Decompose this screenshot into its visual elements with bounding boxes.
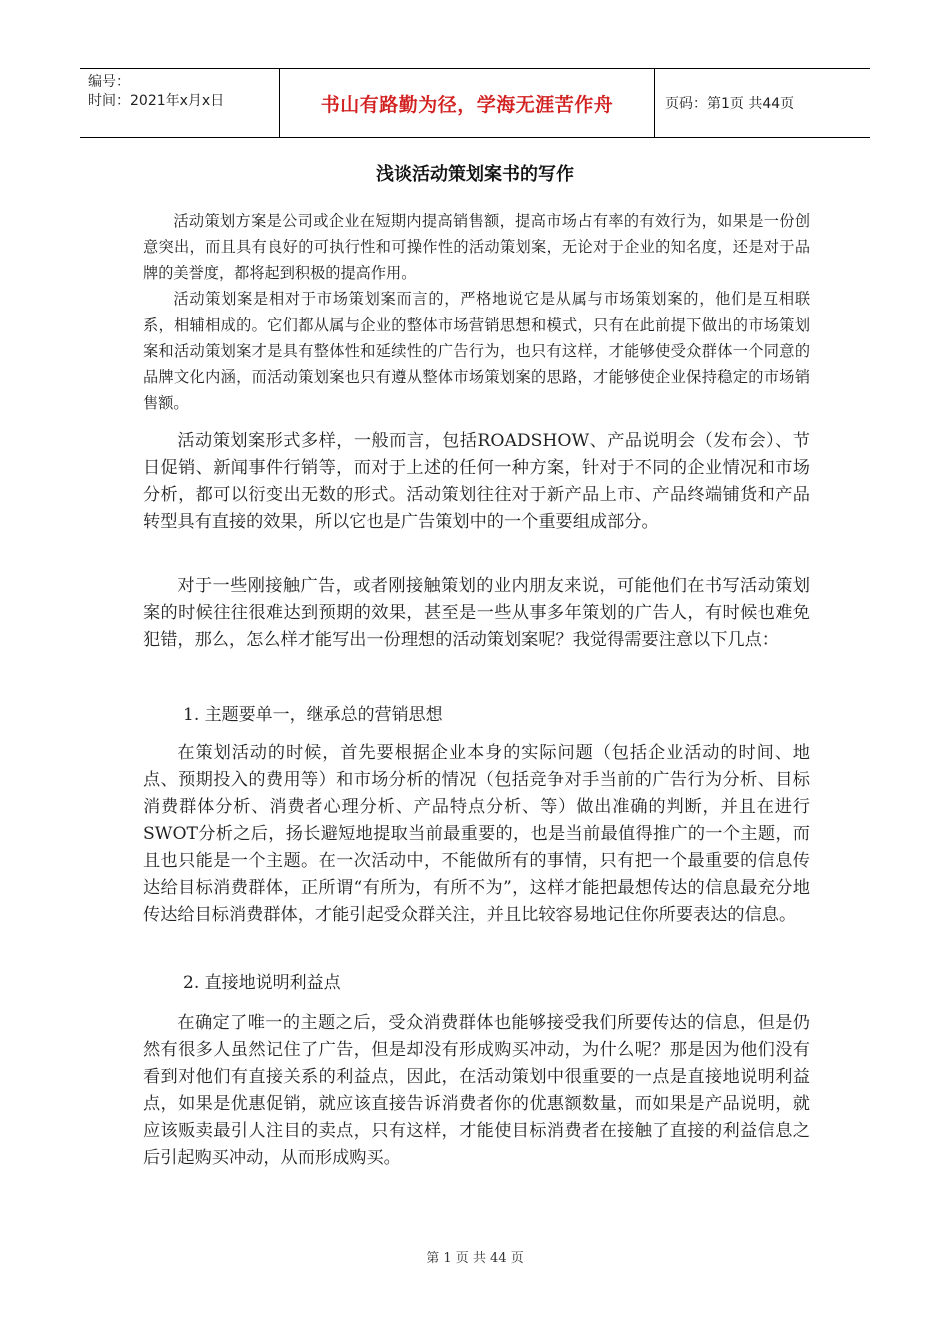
page-header	[80, 68, 870, 138]
paragraph: 对于一些刚接触广告，或者刚接触策划的业内朋友来说，可能他们在书写活动策划案的时候往往很难达到预期的效果，甚至是一些从事多年策划的广告人，有时候也难免犯错，那么，怎么样才能写出一份理想的活动策划案呢？我觉得需要注意以下几点：	[143, 576, 810, 650]
date-label: 时间：2021年x月x日	[88, 93, 225, 109]
motto: 书山有路勤为径，学海无涯苦作舟	[320, 93, 614, 116]
document-title: 浅谈活动策划案书的写作	[376, 164, 574, 185]
paragraph: 在策划活动的时候，首先要根据企业本身的实际问题（包括企业活动的时间、地点、预期投入的费用等）和市场分析的情况（包括竞争对手当前的广告行为分析、目标消费群体分析、消费者心理分析、产品特点分析、等）做出准确的判断，并且在进行SWOT分析之后，扬长避短地提取当前最重要的，也是当前最值得推广的一个主题，而且也只能是一个主题。在一次活动中，不能做所有的事情，只有把一个最重要的信息传达给目标消费群体，正所谓“有所为，有所不为”，这样才能把最想传达的信息最充分地传达给目标消费群体，才能引起受众群关注，并且比较容易地记住你所要表达的信息。	[143, 743, 810, 925]
page-footer: 第 1 页 共 44 页	[426, 1251, 524, 1266]
page-label: 页码：第1页 共44页	[665, 96, 795, 112]
section-heading: 1. 主题要单一，继承总的营销思想	[183, 705, 443, 725]
paragraph: 活动策划方案是公司或企业在短期内提高销售额，提高市场占有率的有效行为，如果是一份创意突出，而且具有良好的可执行性和可操作性的活动策划案，无论对于企业的知名度，还是对于品牌的美誉度，都将起到积极的提高作用。	[143, 212, 810, 282]
header-page-cell	[655, 69, 870, 137]
paragraph: 活动策划案是相对于市场策划案而言的，严格地说它是从属与市场策划案的，他们是互相联系，相辅相成的。它们都从属与企业的整体市场营销思想和模式，只有在此前提下做出的市场策划案和活动策划案才是具有整体性和延续性的广告行为，也只有这样，才能够使受众群体一个同意的品牌文化内涵，而活动策划案也只有遵从整体市场策划案的思路，才能够使企业保持稳定的市场销售额。	[143, 290, 810, 412]
paragraph: 在确定了唯一的主题之后，受众消费群体也能够接受我们所要传达的信息，但是仍然有很多人虽然记住了广告，但是却没有形成购买冲动，为什么呢？那是因为他们没有看到对他们有直接关系的利益点，因此，在活动策划中很重要的一点是直接地说明利益点，如果是优惠促销，就应该直接告诉消费者你的优惠额数量，而如果是产品说明，就应该贩卖最引人注目的卖点，只有这样，才能使目标消费者在接触了直接的利益信息之后引起购买冲动，从而形成购买。	[143, 1013, 810, 1168]
header-motto-cell	[280, 69, 655, 137]
paragraph: 活动策划案形式多样，一般而言，包括ROADSHOW、产品说明会（发布会）、节日促销、新闻事件行销等，而对于上述的任何一种方案，针对于不同的企业情况和市场分析，都可以衍变出无数的形式。活动策划往往对于新产品上市、产品终端铺货和产品转型具有直接的效果，所以它也是广告策划中的一个重要组成部分。	[143, 431, 810, 532]
header-meta	[80, 69, 280, 137]
section-heading: 2. 直接地说明利益点	[183, 973, 341, 993]
serial-label: 编号：	[88, 74, 130, 90]
